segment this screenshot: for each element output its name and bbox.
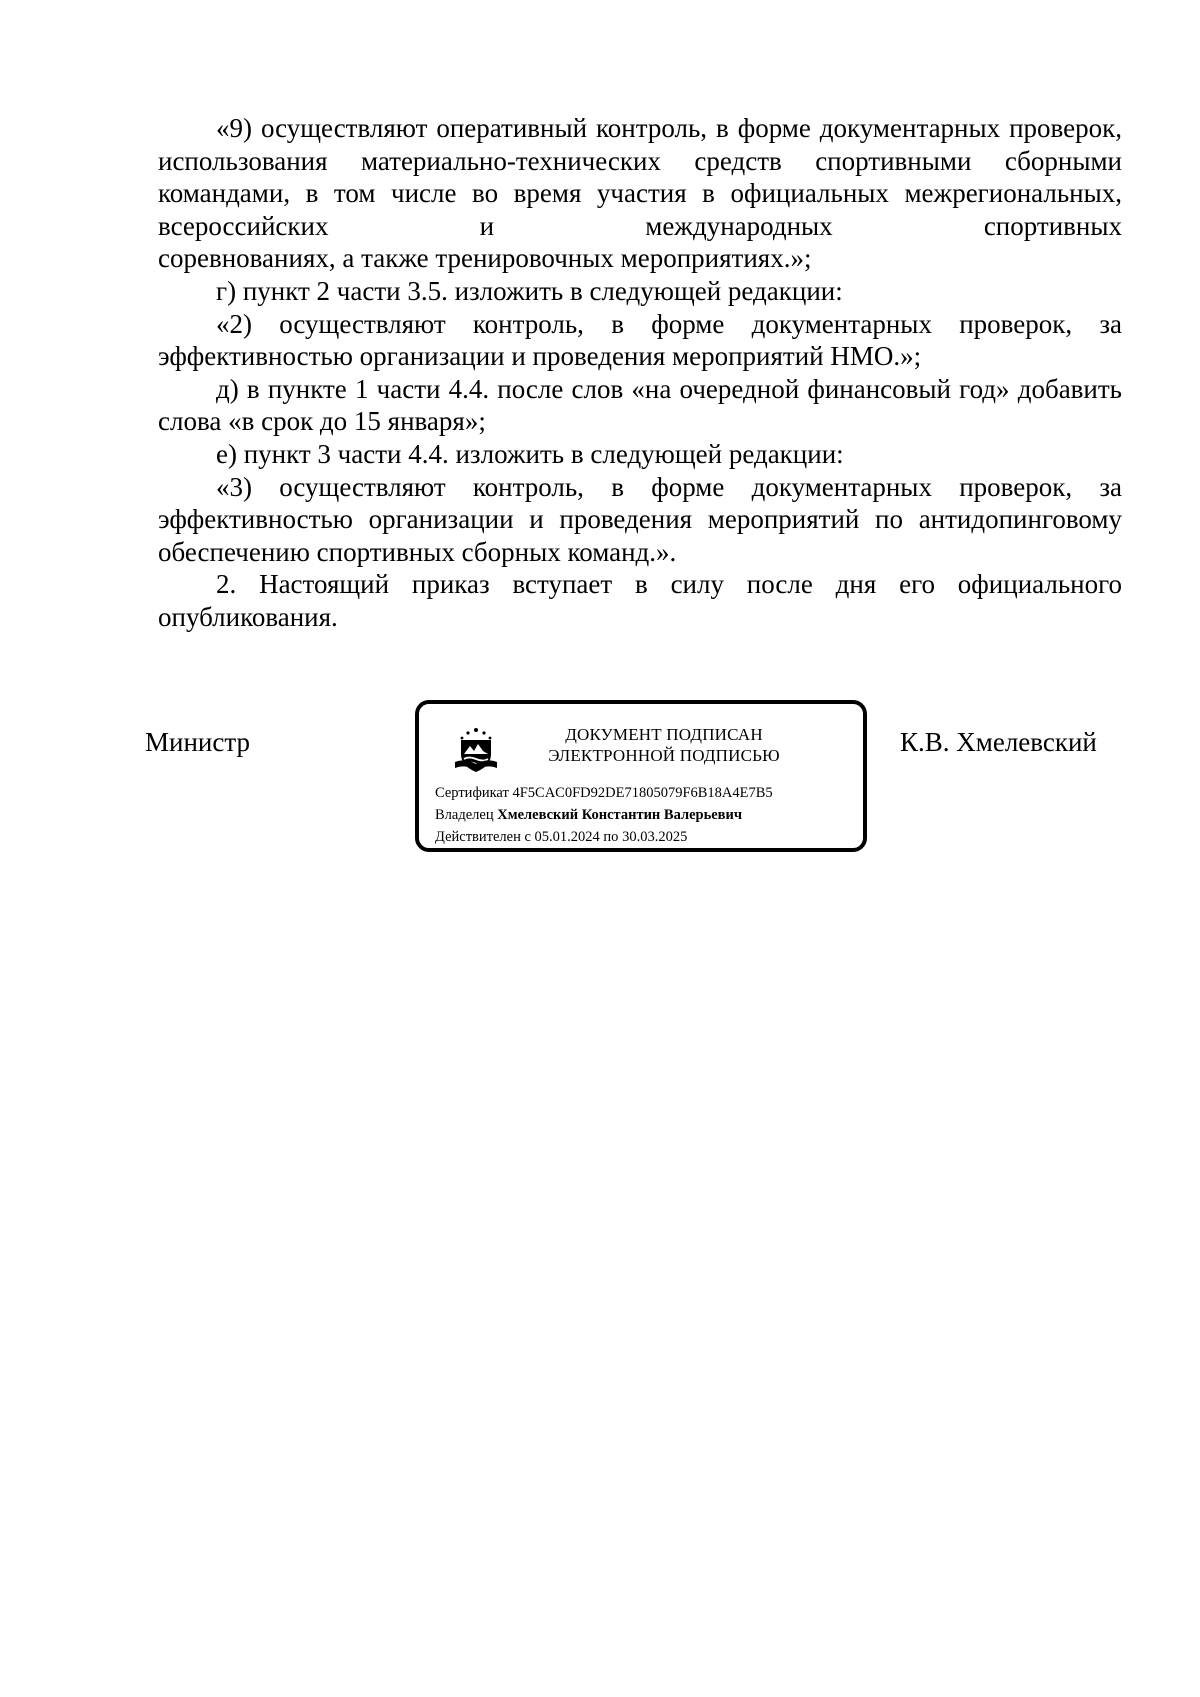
paragraph-item-9: «9) осуществляют оперативный контроль, в форме документарных проверок, использования материально-технических средств спортивными сборными командами, в том числе во время участия в официальных межрегиональных, всероссийских и международных спортивных xyxy=(158,113,1122,241)
stamp-title xyxy=(519,724,809,766)
paragraph-subitem-g: г) пункт 2 части 3.5. изложить в следующей редакции: xyxy=(216,275,843,306)
stamp-title-line-2: ЭЛЕКТРОННОЙ ПОДПИСЬЮ xyxy=(548,746,780,765)
certificate-value: 4F5CAC0FD92DE71805079F6B18A4E7B5 xyxy=(512,785,773,801)
valid-from-prefix: с xyxy=(524,829,531,845)
owner-line xyxy=(435,804,855,826)
certificate-label: Сертификат xyxy=(435,785,509,801)
paragraph-effective-date: 2. Настоящий приказ вступает в силу после дня его официального опубликования. xyxy=(158,569,1122,632)
valid-to-prefix: по xyxy=(603,829,619,845)
paragraph-item-3-text: «3) осуществляют контроль, в форме документарных проверок, за эффективностью организации и проведения мероприятий по антидопинговому обеспечению спортивных сборных команд.». xyxy=(158,471,1122,567)
paragraph-subitem-e: е) пункт 3 части 4.4. изложить в следующей редакции: xyxy=(216,438,844,469)
electronic-signature-stamp xyxy=(415,700,867,852)
certificate-line xyxy=(435,782,855,804)
signer-name: К.В. Хмелевский xyxy=(900,727,1097,757)
paragraph-item-2-text: «2) осуществляют контроль, в форме документарных проверок, за эффективностью организации и проведения мероприятий НМО.»; xyxy=(158,308,1122,372)
paragraph-item-9-ending: соревнованиях, а также тренировочных мероприятиях.»; xyxy=(158,243,812,274)
valid-from-date: 05.01.2024 xyxy=(534,829,600,845)
stamp-title-line-1: ДОКУМЕНТ ПОДПИСАН xyxy=(565,725,763,744)
coat-of-arms-icon xyxy=(453,724,499,774)
signature-block xyxy=(0,700,1200,860)
owner-value: Хмелевский Константин Валерьевич xyxy=(497,807,743,823)
stamp-details xyxy=(435,782,855,848)
owner-label: Владелец xyxy=(435,807,494,823)
valid-label: Действителен xyxy=(435,829,521,845)
validity-line xyxy=(435,826,855,848)
paragraph-subitem-d: д) в пункте 1 части 4.4. после слов «на очередной финансовый год» добавить слова «в срок до 15 января»; xyxy=(158,373,1122,437)
document-body xyxy=(158,112,1122,634)
valid-to-date: 30.03.2025 xyxy=(622,829,688,845)
signer-role: Министр xyxy=(145,727,250,757)
